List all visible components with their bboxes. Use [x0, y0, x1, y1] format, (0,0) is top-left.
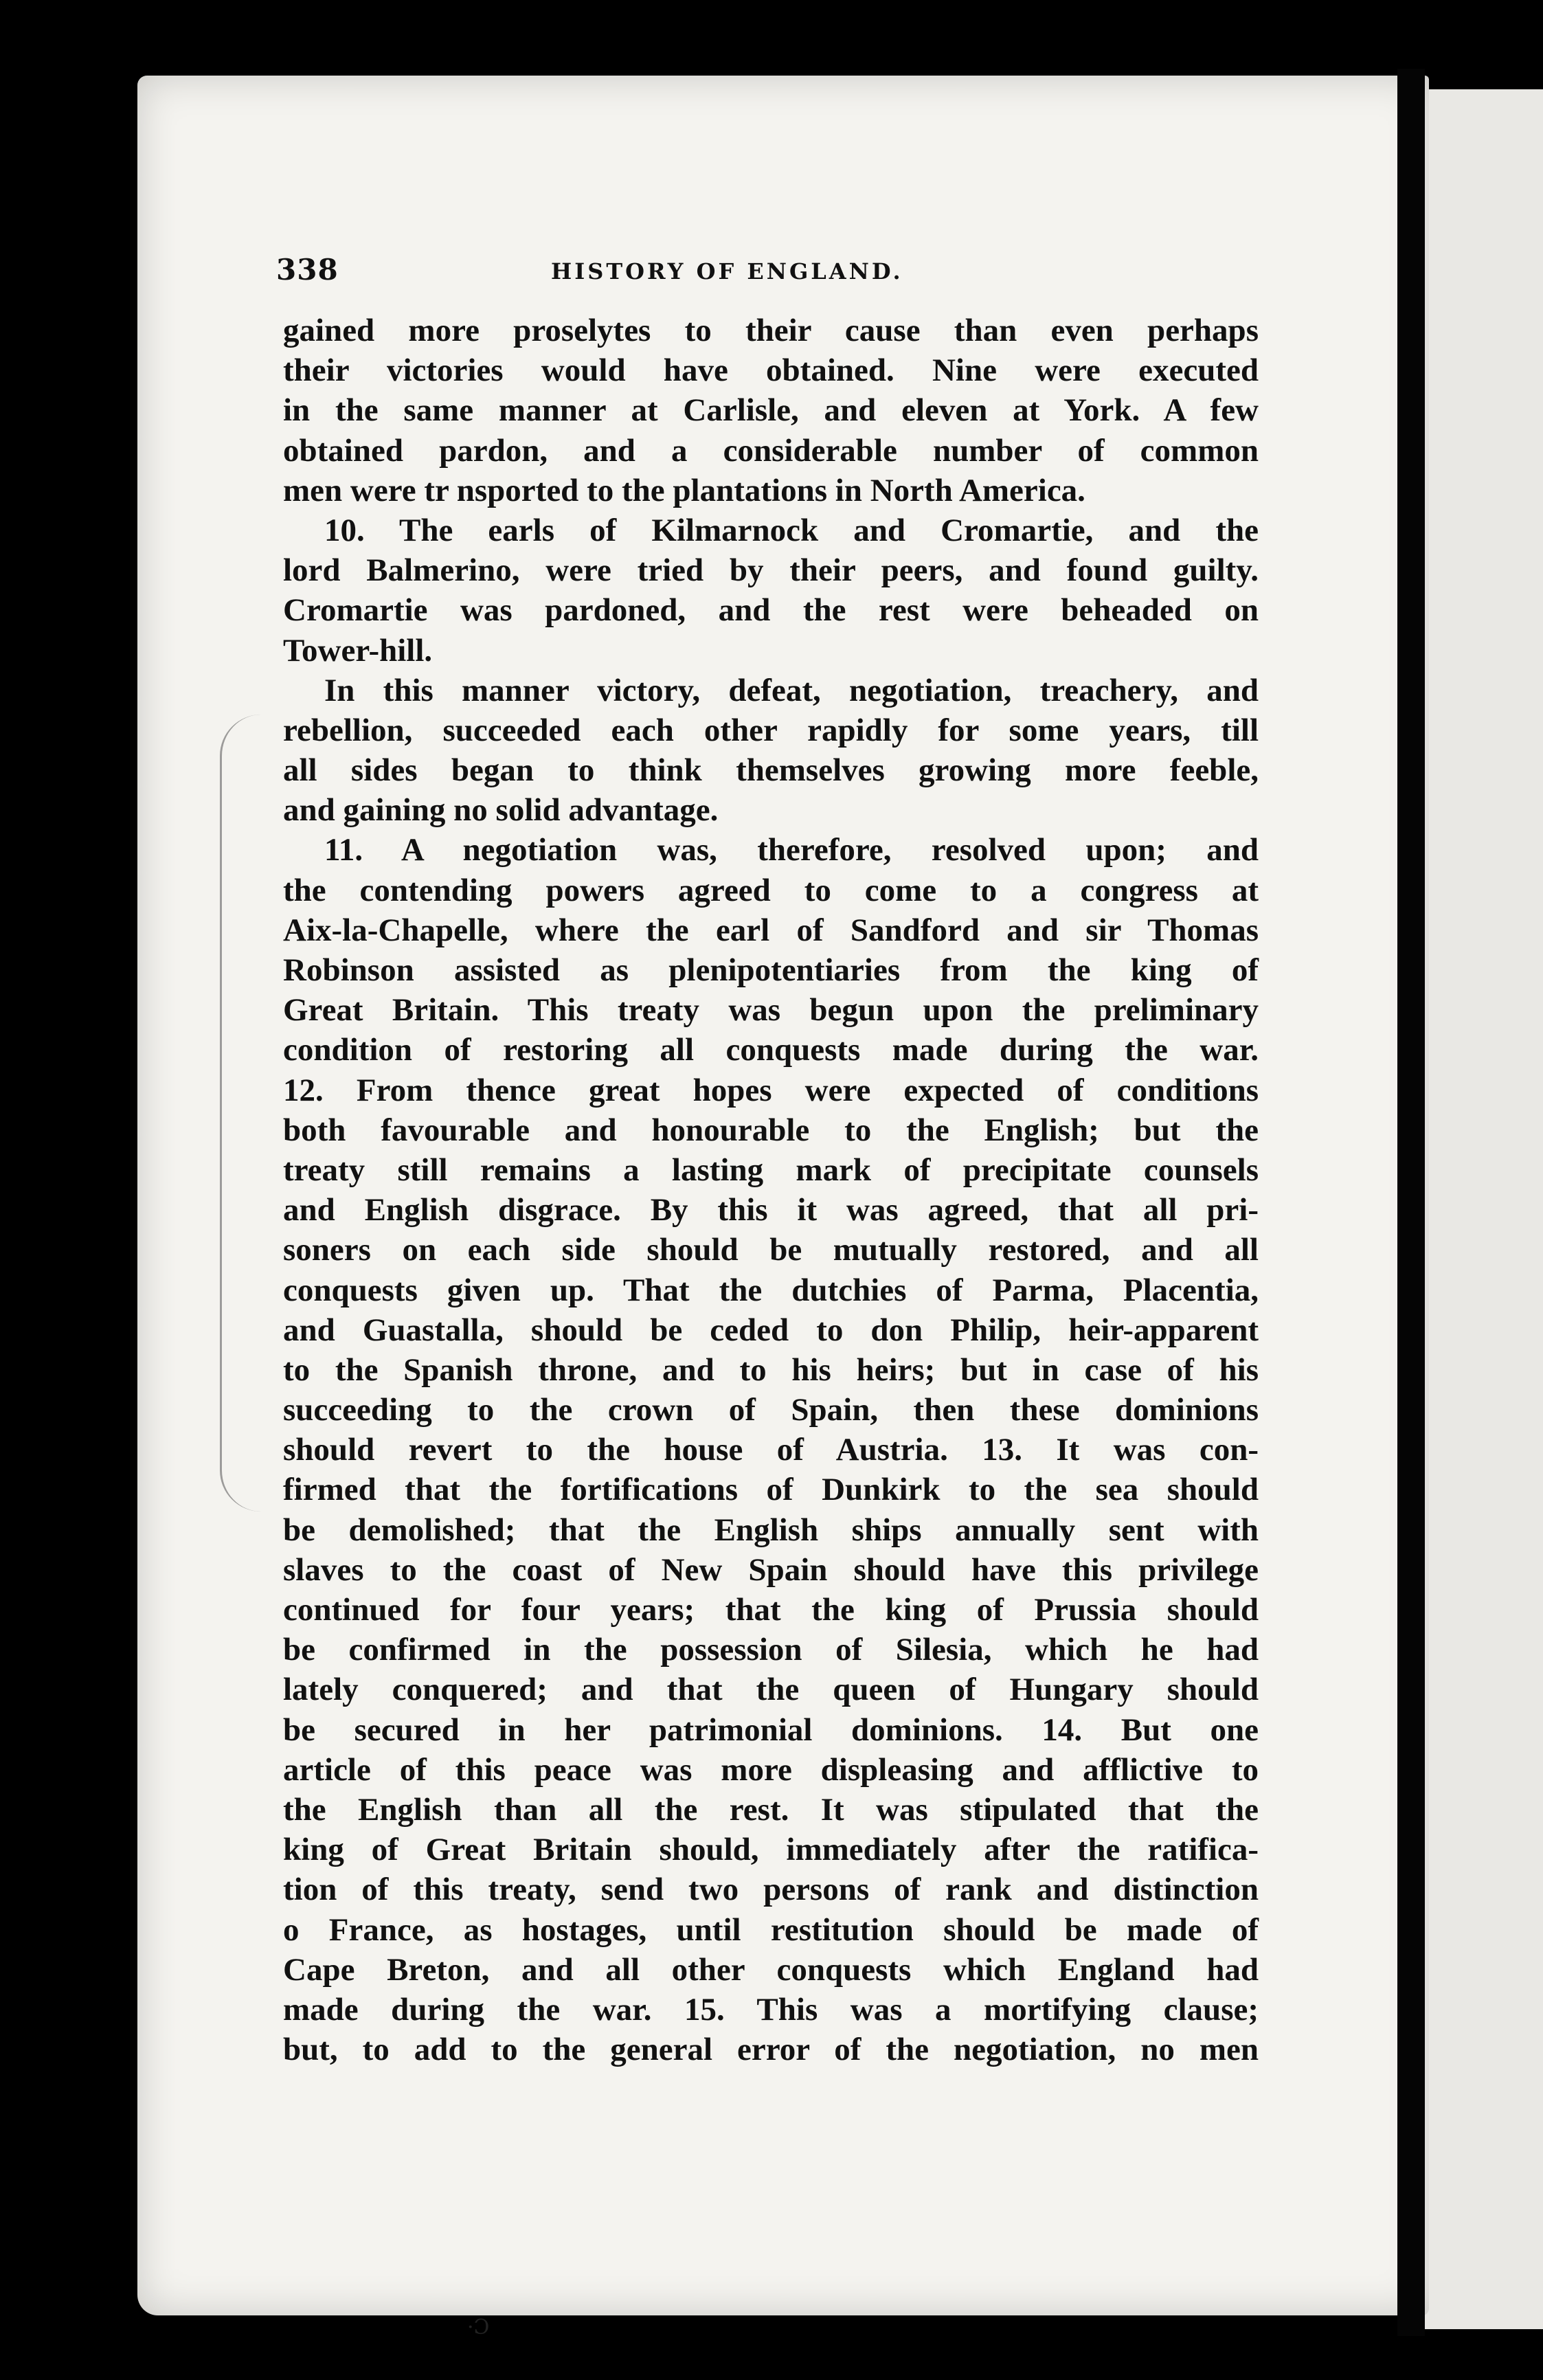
margin-pencil-mark — [220, 715, 284, 1512]
text-line: be demolished; that the English ships annually sent with — [283, 1512, 1259, 1548]
footer-mark: ·Ɔ — [467, 2315, 490, 2339]
text-line: Cromartie was pardoned, and the rest were beheaded on — [283, 592, 1259, 629]
text-line: Aix-la-Chapelle, where the earl of Sandford and sir Thomas — [283, 912, 1259, 948]
text-line: to the Spanish throne, and to his heirs; but in case of his — [283, 1351, 1259, 1388]
text-line: be confirmed in the possession of Silesia, which he had — [283, 1632, 1259, 1668]
text-line: treaty still remains a lasting mark of precipitate counsels — [283, 1152, 1259, 1188]
text-line: 11. A negotiation was, therefore, resolved upon; and — [324, 832, 1259, 868]
text-line: conquests given up. That the dutchies of Parma, Placentia, — [283, 1272, 1259, 1308]
page-gutter — [1397, 69, 1425, 2336]
text-line: the English than all the rest. It was stipulated that the — [283, 1791, 1259, 1828]
text-line: but, to add to the general error of the negotiation, no men — [283, 2032, 1259, 2068]
text-line: the contending powers agreed to come to a congress at — [283, 872, 1259, 908]
text-line: made during the war. 15. This was a mortifying clause; — [283, 1991, 1259, 2028]
text-line: slaves to the coast of New Spain should have this privilege — [283, 1551, 1259, 1588]
text-line: soners on each side should be mutually restored, and all — [283, 1232, 1259, 1268]
text-line: condition of restoring all conquests made during the war. — [283, 1032, 1259, 1068]
text-line: rebellion, succeeded each other rapidly for some years, till — [283, 712, 1259, 748]
text-line: lately conquered; and that the queen of Hungary should — [283, 1672, 1259, 1708]
page-number: 338 — [276, 253, 339, 287]
text-line: tion of this treaty, send two persons of rank and distinction — [283, 1872, 1259, 1908]
text-line: Great Britain. This treaty was begun upon the preliminary — [283, 992, 1259, 1029]
text-line: o France, as hostages, until restitution should be made of — [283, 1911, 1259, 1948]
text-line: lord Balmerino, were tried by their peers, and found guilty. — [283, 552, 1259, 589]
text-line: obtained pardon, and a considerable number of common — [283, 432, 1259, 469]
text-line: should revert to the house of Austria. 13. It was con- — [283, 1432, 1259, 1468]
body-text — [283, 311, 1259, 2069]
text-line: their victories would have obtained. Nine were executed — [283, 352, 1259, 389]
running-head — [276, 253, 1252, 294]
text-line: and gaining no solid advantage. — [283, 792, 719, 829]
text-line: Robinson assisted as plenipotentiaries from the king of — [283, 952, 1259, 988]
text-line: Cape Breton, and all other conquests which England had — [283, 1951, 1259, 1988]
text-line: 10. The earls of Kilmarnock and Cromartie, and the — [324, 512, 1259, 548]
text-line: and English disgrace. By this it was agreed, that all pri- — [283, 1192, 1259, 1228]
text-line: continued for four years; that the king of Prussia should — [283, 1592, 1259, 1628]
text-line: firmed that the fortifications of Dunkirk to the sea should — [283, 1472, 1259, 1508]
text-line: in the same manner at Carlisle, and eleven at York. A few — [283, 392, 1259, 429]
text-line: In this manner victory, defeat, negotiation, treachery, and — [324, 672, 1259, 708]
text-line: succeeding to the crown of Spain, then these dominions — [283, 1392, 1259, 1428]
text-line: and Guastalla, should be ceded to don Philip, heir-apparent — [283, 1312, 1259, 1348]
text-line: all sides began to think themselves growing more feeble, — [283, 752, 1259, 789]
text-line: 12. From thence great hopes were expected of conditions — [283, 1072, 1259, 1108]
text-line: Tower-hill. — [283, 632, 433, 669]
running-title: HISTORY OF ENGLAND. — [551, 258, 903, 284]
text-line: king of Great Britain should, immediately after the ratifica- — [283, 1832, 1259, 1868]
text-line: both favourable and honourable to the English; but the — [283, 1112, 1259, 1148]
text-line: men were tr nsported to the plantations in North America. — [283, 472, 1085, 508]
facing-page-edge — [1415, 89, 1543, 2329]
text-line: article of this peace was more displeasing and afflictive to — [283, 1751, 1259, 1788]
text-line: gained more proselytes to their cause than even perhaps — [283, 313, 1259, 348]
text-line: be secured in her patrimonial dominions. 14. But one — [283, 1711, 1259, 1748]
